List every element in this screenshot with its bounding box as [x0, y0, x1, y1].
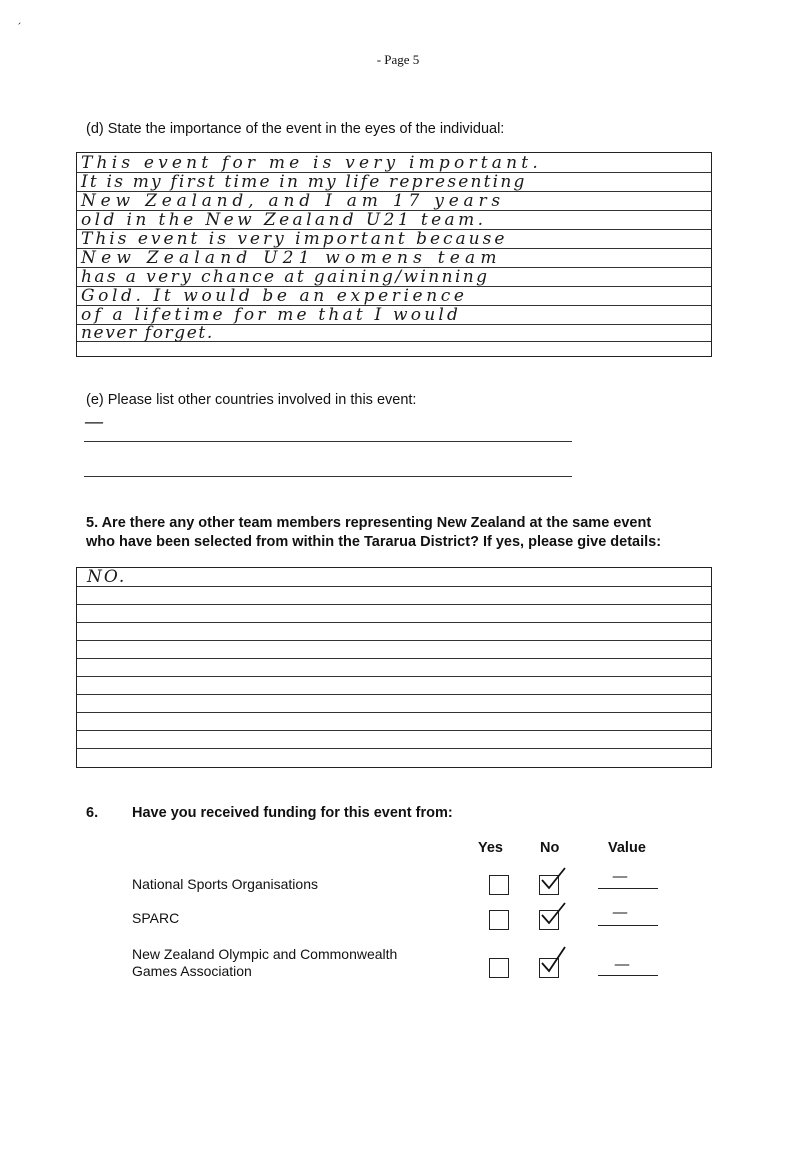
question-5-line1: 5. Are there any other team members representing New Zealand at the same event — [86, 515, 652, 531]
value-line-nzoc[interactable] — [598, 975, 658, 976]
value-nso: — — [612, 866, 628, 885]
handwriting-line: New Zealand, and I am 17 years — [81, 191, 505, 211]
value-line-sparc[interactable] — [598, 925, 658, 926]
column-no: No — [540, 840, 560, 856]
answer-line-e-2[interactable] — [84, 476, 572, 477]
checkmark-icon — [538, 866, 568, 894]
question-6-number: 6. — [86, 805, 99, 821]
handwriting-line: Gold. It would be an experience — [81, 286, 468, 306]
funding-label-nzoc-line1: New Zealand Olympic and Commonwealth — [132, 946, 398, 962]
checkmark-icon — [538, 945, 568, 975]
handwriting-line: never forget. — [81, 323, 214, 343]
handwriting-line: It is my first time in my life representing — [81, 172, 527, 192]
question-e-answer: — — [84, 409, 104, 433]
funding-label-sparc: SPARC — [132, 910, 180, 926]
checkbox-yes-sparc[interactable] — [489, 910, 509, 930]
question-5-line2: who have been selected from within the Tararua District? If yes, please give details: — [86, 534, 662, 550]
value-nzoc: — — [614, 954, 630, 973]
handwriting-line: has a very chance at gaining/winning — [81, 267, 490, 287]
checkbox-yes-nso[interactable] — [489, 875, 509, 895]
checkbox-no-sparc[interactable] — [539, 910, 559, 930]
funding-label-nso: National Sports Organisations — [132, 876, 318, 892]
question-5-answer: NO. — [87, 567, 127, 587]
answer-box-d[interactable] — [76, 152, 712, 357]
value-line-nso[interactable] — [598, 888, 658, 889]
checkbox-yes-nzoc[interactable] — [489, 958, 509, 978]
column-value: Value — [608, 840, 646, 856]
answer-line-e-1[interactable] — [84, 441, 572, 442]
handwriting-line: This event is very important because — [81, 229, 508, 249]
answer-box-5[interactable] — [76, 567, 712, 768]
value-sparc: — — [612, 902, 628, 921]
checkmark-icon — [538, 901, 568, 929]
handwriting-line: of a lifetime for me that I would — [81, 305, 462, 325]
page-number: - Page 5 — [376, 52, 420, 67]
funding-label-nzoc-line2: Games Association — [132, 963, 252, 979]
handwriting-line: This event for me is very important. — [81, 153, 542, 173]
handwriting-line: New Zealand U21 womens team — [81, 248, 502, 268]
checkbox-no-nso[interactable] — [539, 875, 559, 895]
column-yes: Yes — [478, 840, 503, 856]
question-6-text: Have you received funding for this event from: — [132, 805, 453, 821]
question-e-label: (e) Please list other countries involved in this event: — [86, 392, 417, 408]
checkbox-no-nzoc[interactable] — [539, 958, 559, 978]
handwriting-line: old in the New Zealand U21 team. — [81, 210, 487, 230]
corner-mark: ´ — [18, 22, 22, 34]
question-d-label: (d) State the importance of the event in the eyes of the individual: — [86, 121, 505, 137]
